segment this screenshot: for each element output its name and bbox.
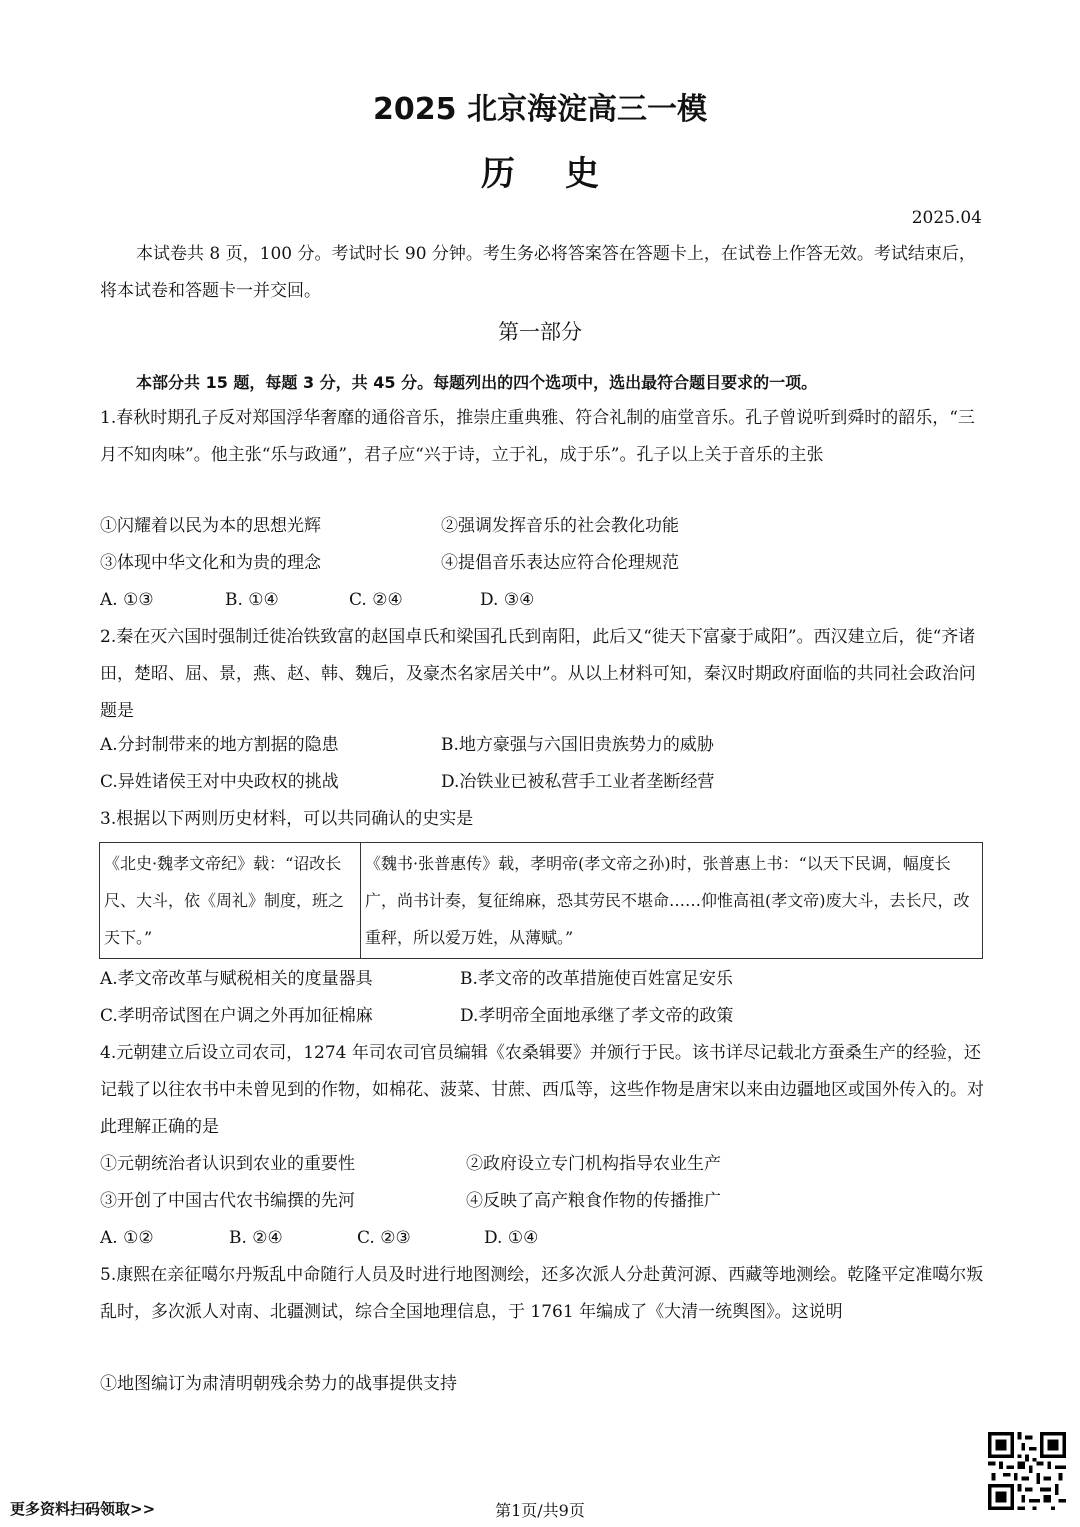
q4-option-a: A. ①② — [100, 1228, 154, 1248]
q1-statement-2: ②强调发挥音乐的社会教化功能 — [441, 516, 679, 536]
q3-source-left: 《北史·魏孝文帝纪》载：“诏改长尺、大斗，依《周礼》制度，班之天下。” — [100, 843, 361, 959]
q3-stem: 3.根据以下两则历史材料，可以共同确认的史实是 — [100, 809, 474, 829]
q4-option-b: B. ②④ — [229, 1228, 283, 1248]
q4-statement-3: ③开创了中国古代农书编撰的先河 — [100, 1191, 355, 1211]
exam-instructions: 本试卷共 8 页，100 分。考试时长 90 分钟。考生务必将答案答在答题卡上，在试卷上作答无效。考试结束后，将本试卷和答题卡一并交回。 — [100, 244, 976, 301]
q2-stem: 2.秦在灭六国时强制迁徙冶铁致富的赵国卓氏和梁国孔氏到南阳，此后又“徙天下富豪于咸阳”。西汉建立后，徙“齐诸田，楚昭、屈、景，燕、赵、韩、魏后，及豪杰名家居关中”。从以上材料可知，秦汉时期政府面临的共同社会政治问题是 — [100, 627, 976, 721]
qr-code-icon — [988, 1432, 1066, 1510]
q1-option-c: C. ②④ — [349, 590, 403, 610]
q1-option-b: B. ①④ — [225, 590, 279, 610]
section-title: 第一部分 — [498, 320, 582, 344]
q5-stem: 5.康熙在亲征噶尔丹叛乱中命随行人员及时进行地图测绘，还多次派人分赴黄河源、西藏等地测绘。乾隆平定准噶尔叛乱时，多次派人对南、北疆测试，综合全国地理信息，于 1761 年编成了《大清一统舆图》。这说明 — [100, 1265, 984, 1322]
q4-statement-1: ①元朝统治者认识到农业的重要性 — [100, 1154, 355, 1174]
subject-title: 历史 — [481, 154, 649, 194]
q4-option-c: C. ②③ — [357, 1228, 411, 1248]
q4-statement-4: ④反映了高产粮食作物的传播推广 — [466, 1191, 721, 1211]
q3-source-right: 《魏书·张普惠传》载，孝明帝(孝文帝之孙)时，张普惠上书：“以天下民调，幅度长广，尚书计奏，复征绵麻，恐其劳民不堪命……仰惟高祖(孝文帝)废大斗，去长尺，改重秤，所以爱万姓，从薄赋。” — [361, 843, 983, 959]
q3-option-d: D.孝明帝全面地承继了孝文帝的政策 — [460, 1006, 734, 1026]
q2-option-b: B.地方豪强与六国旧贵族势力的威胁 — [441, 735, 714, 755]
q3-option-c: C.孝明帝试图在户调之外再加征棉麻 — [100, 1006, 373, 1026]
q1-statement-3: ③体现中华文化和为贵的理念 — [100, 553, 321, 573]
q1-option-a: A. ①③ — [100, 590, 154, 610]
exam-date: 2025.04 — [911, 208, 982, 228]
q4-option-d: D. ①④ — [484, 1228, 539, 1248]
more-resources-link[interactable]: 更多资料扫码领取>> — [10, 1500, 156, 1518]
q1-statement-4: ④提倡音乐表达应符合伦理规范 — [441, 553, 679, 573]
section-note: 本部分共 15 题，每题 3 分，共 45 分。每题列出的四个选项中，选出最符合题目要求的一项。 — [136, 373, 818, 392]
q2-option-a: A.分封制带来的地方割据的隐患 — [100, 735, 339, 755]
q1-option-d: D. ③④ — [480, 590, 535, 610]
q5-statement-1: ①地图编订为肃清明朝残余势力的战事提供支持 — [100, 1374, 457, 1394]
q2-option-c: C.异姓诸侯王对中央政权的挑战 — [100, 772, 339, 792]
exam-title: 2025 北京海淀高三一模 — [373, 92, 707, 127]
page-number: 第1页/共9页 — [495, 1501, 585, 1520]
q3-option-a: A.孝文帝改革与赋税相关的度量器具 — [100, 969, 373, 989]
q4-stem: 4.元朝建立后设立司农司，1274 年司农司官员编辑《农桑辑要》并颁行于民。该书详尽记载北方蚕桑生产的经验，还记载了以往农书中未曾见到的作物，如棉花、菠菜、甘蔗、西瓜等，这些作物是唐宋以来由边疆地区或国外传入的。对此理解正确的是 — [100, 1043, 984, 1137]
q3-source-table — [99, 842, 983, 959]
q4-statement-2: ②政府设立专门机构指导农业生产 — [466, 1154, 721, 1174]
q2-option-d: D.冶铁业已被私营手工业者垄断经营 — [441, 772, 715, 792]
q1-statement-1: ①闪耀着以民为本的思想光辉 — [100, 516, 321, 536]
q3-option-b: B.孝文帝的改革措施使百姓富足安乐 — [460, 969, 733, 989]
q1-stem: 1.春秋时期孔子反对郑国浮华奢靡的通俗音乐，推崇庄重典雅、符合礼制的庙堂音乐。孔子曾说听到舜时的韶乐，“三月不知肉味”。他主张“乐与政通”，君子应“兴于诗，立于礼，成于乐”。孔子以上关于音乐的主张 — [100, 408, 975, 465]
